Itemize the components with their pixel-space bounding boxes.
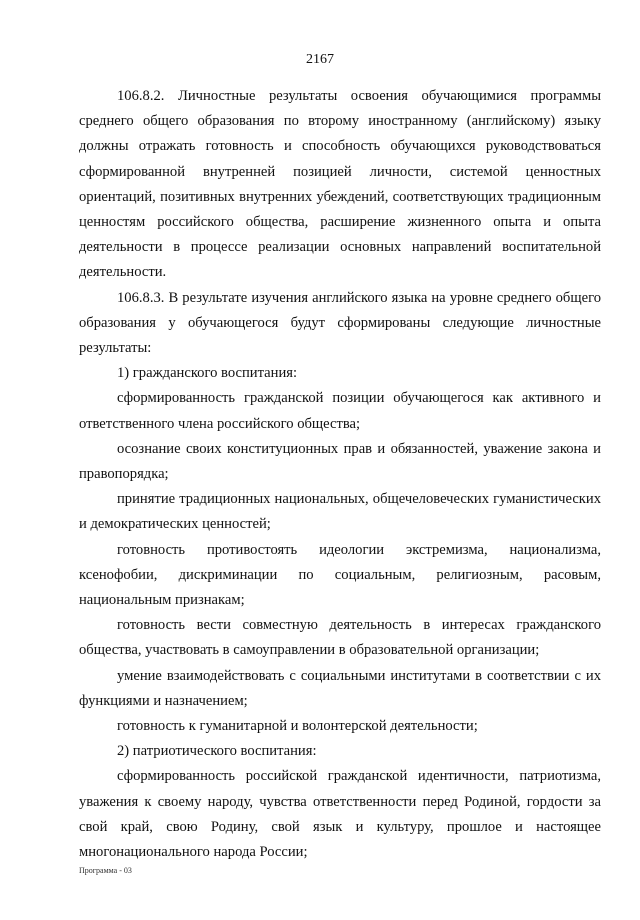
list-heading-patriotic: 2) патриотического воспитания: (117, 743, 317, 760)
document-body (79, 84, 601, 865)
list-item: готовность противостоять идеологии экстремизма, национализма, ксенофобии, дискриминации по социальным, религиозным, расовым, национальным признакам; (79, 541, 601, 609)
page-number: 2167 (306, 52, 334, 67)
list-item: готовность вести совместную деятельность в интересах гражданского общества, участвовать в самоуправлении в образовательной организации; (79, 617, 601, 659)
list-item: осознание своих конституционных прав и обязанностей, уважение закона и правопорядка; (79, 440, 601, 483)
list-item: сформированность гражданской позиции обучающегося как активного и ответственного члена российского общества; (79, 390, 601, 432)
paragraph-106-8-3: 106.8.3. В результате изучения английского языка на уровне среднего общего образования у обучающегося будут сформированы следующие личностные результаты: (79, 289, 601, 357)
list-item: готовность к гуманитарной и волонтерской деятельности; (117, 718, 478, 735)
paragraph-106-8-2: 106.8.2. Личностные результаты освоения обучающимися программы среднего общего образования по второму иностранному (английскому) языку должны отражать готовность и способность обучающихся руководствоваться сформированной внутренней позицией личности, системой ценностных ориентаций, позитивных внутренних убеждений, соответствующих традиционным ценностям российского общества, расширение жизненного опыта и опыта деятельности в процессе реализации основных направлений воспитательной деятельности. (79, 88, 601, 281)
list-heading-civic: 1) гражданского воспитания: (117, 365, 298, 382)
list-item: принятие традиционных национальных, общечеловеческих гуманистических и демократических ценностей; (79, 491, 601, 533)
list-item: умение взаимодействовать с социальными институтами в соответствии с их функциями и назначением; (79, 667, 601, 709)
list-item: сформированность российской гражданской идентичности, патриотизма, уважения к своему народу, чувства ответственности перед Родиной, гордости за свой край, свою Родину, свой язык и культуру, прошлое и настоящее многонационального народа России; (79, 768, 601, 861)
footer-label: Программа - 03 (79, 866, 132, 875)
